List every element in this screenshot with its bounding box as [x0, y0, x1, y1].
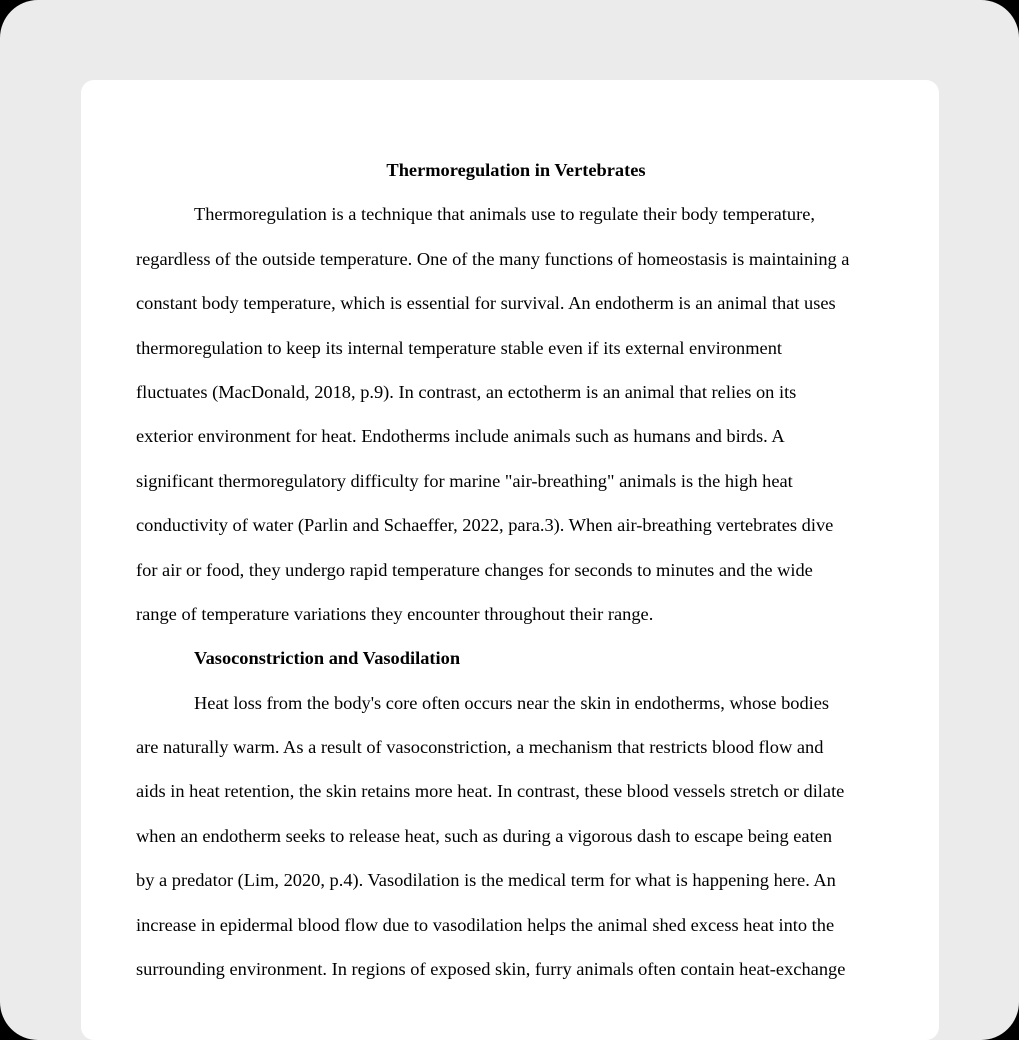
text-line: significant thermoregulatory difficulty for marine "air-breathing" animals is the high heat [136, 470, 793, 491]
document-body [136, 157, 896, 1000]
text-line: surrounding environment. In regions of exposed skin, furry animals often contain heat-exchange [136, 959, 846, 980]
paragraph-1 [136, 201, 896, 645]
paragraph-2 [136, 690, 896, 1001]
text-line: range of temperature variations they encounter throughout their range. [136, 603, 654, 624]
text-line: aids in heat retention, the skin retains more heat. In contrast, these blood vessels stretch or dilate [136, 781, 845, 802]
text-line: exterior environment for heat. Endotherms include animals such as humans and birds. A [136, 426, 785, 447]
text-line: are naturally warm. As a result of vasoconstriction, a mechanism that restricts blood flow and [136, 737, 824, 758]
text-line: constant body temperature, which is essential for survival. An endotherm is an animal that uses [136, 293, 836, 314]
text-line: regardless of the outside temperature. One of the many functions of homeostasis is maintaining a [136, 248, 850, 269]
text-line: when an endotherm seeks to release heat, such as during a vigorous dash to escape being eaten [136, 825, 833, 846]
section-heading: Vasoconstriction and Vasodilation [194, 648, 461, 669]
text-line: by a predator (Lim, 2020, p.4). Vasodilation is the medical term for what is happening here. An [136, 870, 836, 891]
document-title: Thermoregulation in Vertebrates [386, 160, 646, 180]
document-page [81, 80, 939, 1040]
text-line: Heat loss from the body's core often occurs near the skin in endotherms, whose bodies [194, 692, 830, 713]
text-line: fluctuates (MacDonald, 2018, p.9). In contrast, an ectotherm is an animal that relies on its [136, 381, 797, 402]
text-line: for air or food, they undergo rapid temperature changes for seconds to minutes and the wide [136, 559, 813, 580]
text-line: Thermoregulation is a technique that animals use to regulate their body temperature, [194, 204, 815, 225]
text-line: increase in epidermal blood flow due to vasodilation helps the animal shed excess heat into the [136, 914, 835, 935]
text-line: thermoregulation to keep its internal temperature stable even if its external environment [136, 337, 782, 358]
text-line: conductivity of water (Parlin and Schaeffer, 2022, para.3). When air-breathing vertebrates dive [136, 515, 834, 536]
